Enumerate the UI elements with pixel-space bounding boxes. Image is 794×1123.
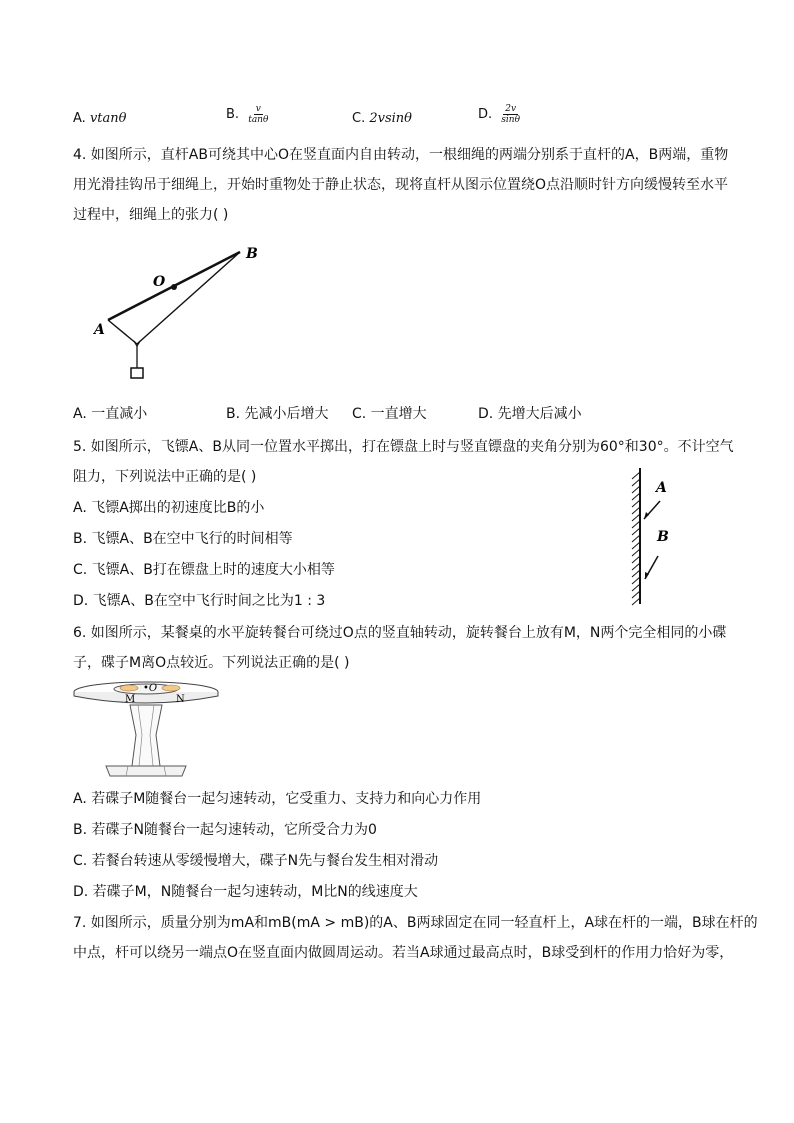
label-a: A [94, 322, 105, 338]
q3-option-a-math: vtanθ [89, 111, 127, 126]
label-m: M [125, 694, 136, 705]
q6-text-line-1: 6. 如图所示，某餐桌的水平旋转餐台可绕过O点的竖直轴转动，旋转餐台上放有M，N两个完全相同的小碟 [73, 625, 727, 641]
hatch-line [632, 493, 640, 500]
q4-option-a: A. 一直减小 [73, 406, 148, 422]
q3-option-d-fraction [499, 104, 522, 125]
q3-option-a-label: A. [73, 111, 86, 126]
q5-option-c: C. 飞镖A、B打在镖盘上时的速度大小相等 [73, 562, 335, 578]
q6-option-b: B. 若碟子N随餐台一起匀速转动，它所受合力为0 [73, 822, 377, 838]
hatch-line [632, 549, 640, 556]
q3-option-b-denominator: tanθ [248, 115, 269, 125]
q3-option-c [352, 111, 412, 127]
weight-block [131, 368, 143, 378]
dish-m [120, 685, 138, 691]
rope-a-side [108, 320, 137, 344]
hatch-line [632, 479, 640, 486]
q3-option-d-label: D. [478, 107, 493, 122]
q4-option-b: B. 先减小后增大 [226, 406, 329, 422]
q3-option-b-numerator: v [255, 104, 261, 114]
label-dart-a: A [656, 480, 667, 496]
hatch-line [632, 570, 640, 577]
q5-option-d: D. 飞镖A、B在空中飞行时间之比为1 : 3 [73, 593, 326, 609]
q6-option-a: A. 若碟子M随餐台一起匀速转动，它受重力、支持力和向心力作用 [73, 791, 482, 807]
q5-option-a: A. 飞镖A掷出的初速度比B的小 [73, 500, 265, 516]
table-column [130, 705, 162, 766]
q3-option-d [478, 104, 522, 125]
q3-option-c-label: C. [352, 111, 366, 126]
hatch-line [632, 591, 640, 598]
q4-option-c: C. 一直增大 [352, 406, 427, 422]
label-o: O [153, 274, 166, 290]
hatch-line [632, 535, 640, 542]
hatch-line [632, 528, 640, 535]
hatch-line [632, 486, 640, 493]
hatch-line [632, 577, 640, 584]
q3-option-d-denominator: sinθ [501, 115, 521, 125]
q3-option-a [73, 111, 126, 127]
q5-text-line-2: 阻力，下列说法中正确的是( ) [73, 469, 257, 485]
hatch-line [632, 500, 640, 507]
q7-text-line-2: 中点，杆可以绕另一端点O在竖直面内做圆周运动。若当A球通过最高点时，B球受到杆的作用力恰好为零， [73, 945, 734, 961]
pivot-o [171, 284, 177, 290]
dart-a-arrowhead [644, 512, 649, 519]
hatch-line [632, 584, 640, 591]
label-b: B [246, 246, 258, 262]
q3-option-d-numerator: 2v [505, 104, 517, 114]
q4-text-line-1: 4. 如图所示，直杆AB可绕其中心O在竖直面内自由转动，一根细绳的两端分别系于直杆的A，B两端，重物 [73, 147, 729, 163]
q5-text-line-1: 5. 如图所示，飞镖A、B从同一位置水平掷出，打在镖盘上时与竖直镖盘的夹角分别为60°和30°。不计空气 [73, 439, 734, 455]
q7-text-line-1: 7. 如图所示，质量分别为mA和mB(mA > mB)的A、B两球固定在同一轻直杆上，A球在杆的一端，B球在杆的 [73, 915, 758, 931]
label-o-center: •O [143, 683, 158, 694]
q3-option-b-label: B. [226, 107, 240, 122]
label-n: N [176, 694, 185, 705]
hatch-line [632, 472, 640, 479]
q4-text-line-2: 用光滑挂钩吊于细绳上，开始时重物处于静止状态，现将直杆从图示位置绕O点沿顺时针方向缓慢转至水平 [73, 177, 729, 193]
hatch-line [632, 521, 640, 528]
hatch-line [632, 556, 640, 563]
label-dart-b: B [657, 529, 669, 545]
dish-n [162, 685, 180, 691]
hatch-line [632, 563, 640, 570]
q6-text-line-2: 子，碟子M离O点较近。下列说法正确的是( ) [73, 655, 350, 671]
hatch-line [632, 598, 640, 605]
q5-option-b: B. 飞镖A、B在空中飞行的时间相等 [73, 531, 293, 547]
q4-rod-figure [90, 240, 280, 385]
q6-table-figure [72, 680, 220, 782]
q4-option-d: D. 先增大后减小 [478, 406, 582, 422]
q3-option-b [226, 104, 270, 125]
table-base [106, 766, 186, 776]
q3-option-c-math: 2vsinθ [369, 111, 413, 126]
hatch-line [632, 507, 640, 514]
wall-hatching [632, 472, 640, 605]
q6-option-d: D. 若碟子M，N随餐台一起匀速转动，M比N的线速度大 [73, 884, 418, 900]
q3-option-b-fraction [246, 104, 270, 125]
q6-option-c: C. 若餐台转速从零缓慢增大，碟子N先与餐台发生相对滑动 [73, 853, 439, 869]
q4-text-line-3: 过程中，细绳上的张力( ) [73, 207, 229, 223]
hatch-line [632, 542, 640, 549]
hatch-line [632, 514, 640, 521]
q5-dartboard-figure [620, 466, 700, 608]
